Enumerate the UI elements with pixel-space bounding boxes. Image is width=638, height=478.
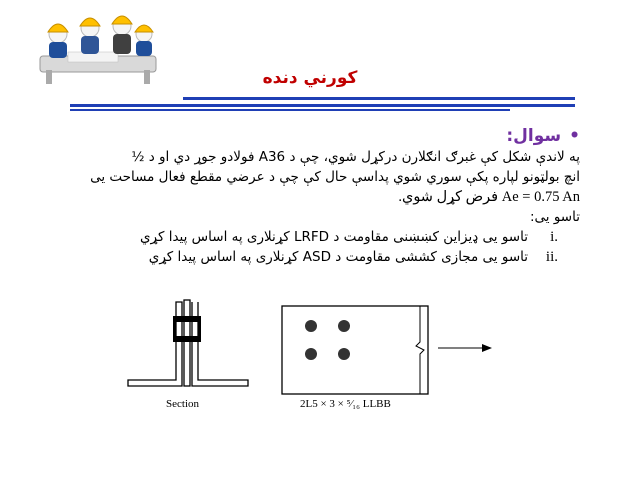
list-item (58, 227, 558, 247)
section-bolt-marks (173, 316, 201, 342)
question-label: سوال: (506, 126, 562, 146)
bolt-holes (305, 320, 350, 360)
engineers-team-icon (38, 8, 158, 86)
paragraph-line-3: Ae = 0.75 An فرض کړل شوي. (398, 189, 580, 205)
paragraph-line-1: په لاندې شکل کې غبرګ انګلارن درکړل شوي، چې د A36 فولادو جوړ دي او د ½ (131, 149, 580, 165)
section-caption: Section (166, 398, 199, 410)
section-view-drawing (128, 300, 248, 386)
title-underline-bar-3 (70, 109, 510, 111)
list-item (58, 247, 558, 267)
arrow-icon (438, 342, 494, 356)
question-content (58, 125, 580, 267)
angle-section-figure (120, 298, 450, 418)
member-caption: 2L5 × 3 × ⁵⁄₁₆ LLBB (300, 398, 391, 410)
list-text: تاسو يی مجازی کششی مقاومت د ASD کړنلاری په اساس پيدا کړي (148, 249, 528, 265)
list-numeral: i. (550, 229, 558, 245)
slide-title: كورني دنده (262, 68, 358, 88)
ask-label: تاسو يی: (529, 209, 580, 225)
member-plan-drawing (282, 306, 428, 394)
question-paragraph (58, 147, 580, 207)
list-text: تاسو يی ډيزاين کښښنی مقاومت د LRFD کړنلاری په اساس پيدا کړي (139, 229, 528, 245)
list-numeral: ii. (545, 249, 558, 265)
bullet-icon: • (569, 126, 580, 146)
question-heading (58, 125, 580, 147)
paragraph-line-2: انچ بولټونو لپاره پکې سوري شوي پداسې حال کې چې د عرضي مقطع فعال مساحت يی (90, 169, 580, 185)
title-underline-bar-1 (183, 97, 575, 100)
title-underline-bar-2 (70, 104, 575, 107)
